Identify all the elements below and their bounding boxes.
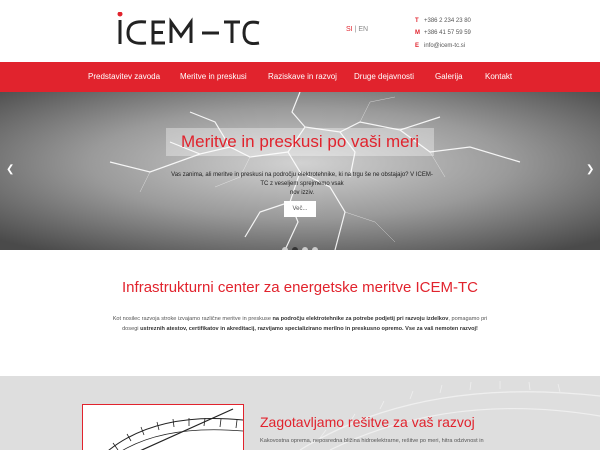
nav-item-meritve[interactable]: Meritve in preskusi	[180, 72, 247, 81]
header	[0, 0, 600, 62]
slider-dot-4[interactable]	[312, 247, 318, 250]
phone-number[interactable]: +386 2 234 23 80	[424, 18, 471, 24]
contact-phone	[415, 15, 471, 27]
lang-si-link[interactable]: SI	[346, 26, 353, 33]
feature-text: Kakovostna oprema, neposredna bližina hidroelektrarne, rešitve po meri, hitra odzivnost in	[260, 438, 484, 444]
feature-title: Zagotavljamo rešitve za vaš razvoj	[260, 414, 475, 430]
contact-email	[415, 40, 471, 52]
hero-title: Meritve in preskusi po vaši meri	[180, 132, 420, 151]
email-link[interactable]: info@icem-tc.si	[424, 42, 466, 49]
intro-text	[90, 314, 510, 334]
feature-image	[82, 404, 244, 450]
intro-line-2	[90, 324, 510, 334]
mobile-key: M	[415, 30, 420, 37]
nav-item-predstavitev[interactable]: Predstavitev zavoda	[88, 72, 161, 81]
intro-text-part: dosegi	[122, 326, 141, 332]
intro-text-part: Kot nosilec razvoja stroke izvajamo različne meritve in preskuse	[112, 316, 273, 322]
slider-next-arrow-icon[interactable]: ❯	[586, 164, 595, 175]
hero-text	[168, 171, 436, 198]
mobile-number[interactable]: +386 41 57 59 59	[424, 30, 471, 37]
hero-slider	[0, 92, 600, 250]
main-nav	[0, 62, 600, 92]
slider-dot-1[interactable]	[282, 247, 288, 250]
hero-title-box	[166, 128, 434, 156]
gauge-icon	[83, 405, 244, 450]
phone-key: T	[415, 18, 419, 24]
hero-text-line-2: nov izziv.	[289, 190, 315, 196]
intro-text-part: , pomagamo pri	[448, 316, 488, 322]
intro-text-bold: na področju elektrotehnike za potrebe podjetij pri razvoju izdelkov	[272, 316, 449, 322]
slider-dot-2[interactable]	[292, 247, 298, 250]
slider-prev-arrow-icon[interactable]: ❮	[6, 164, 15, 175]
hero-more-button[interactable]: Več...	[284, 201, 316, 217]
language-switcher	[346, 26, 368, 33]
intro-text-bold: ustreznih atestov, certifikatov in akreditacij, razvijamo specializirano merilno in preskusno opremo. Vse za vaš nemoten razvoj!	[140, 326, 478, 332]
intro-title: Infrastrukturni center za energetske meritve ICEM-TC	[122, 279, 478, 296]
logo[interactable]	[116, 12, 261, 50]
nav-item-raziskave[interactable]: Raziskave in razvoj	[268, 72, 337, 81]
nav-item-druge[interactable]: Druge dejavnosti	[354, 72, 415, 81]
nav-item-kontakt[interactable]: Kontakt	[485, 72, 513, 81]
hero-text-line-1: Vas zanima, ali meritve in preskusi na področju elektrotehnike, ki na trgu še ne obstajajo? V ICEM-TC z veseljem sprejmemo vsak	[171, 172, 433, 187]
intro-line-1	[90, 314, 510, 324]
email-key: E	[415, 42, 420, 49]
nav-item-galerija[interactable]: Galerija	[435, 72, 463, 81]
contact-info	[415, 15, 471, 52]
contact-mobile	[415, 27, 471, 39]
slider-dot-3[interactable]	[302, 247, 308, 250]
lang-en-link[interactable]: EN	[358, 26, 369, 33]
feature-section	[0, 376, 600, 450]
lang-separator: |	[354, 26, 357, 33]
icem-tc-logo	[116, 12, 261, 50]
